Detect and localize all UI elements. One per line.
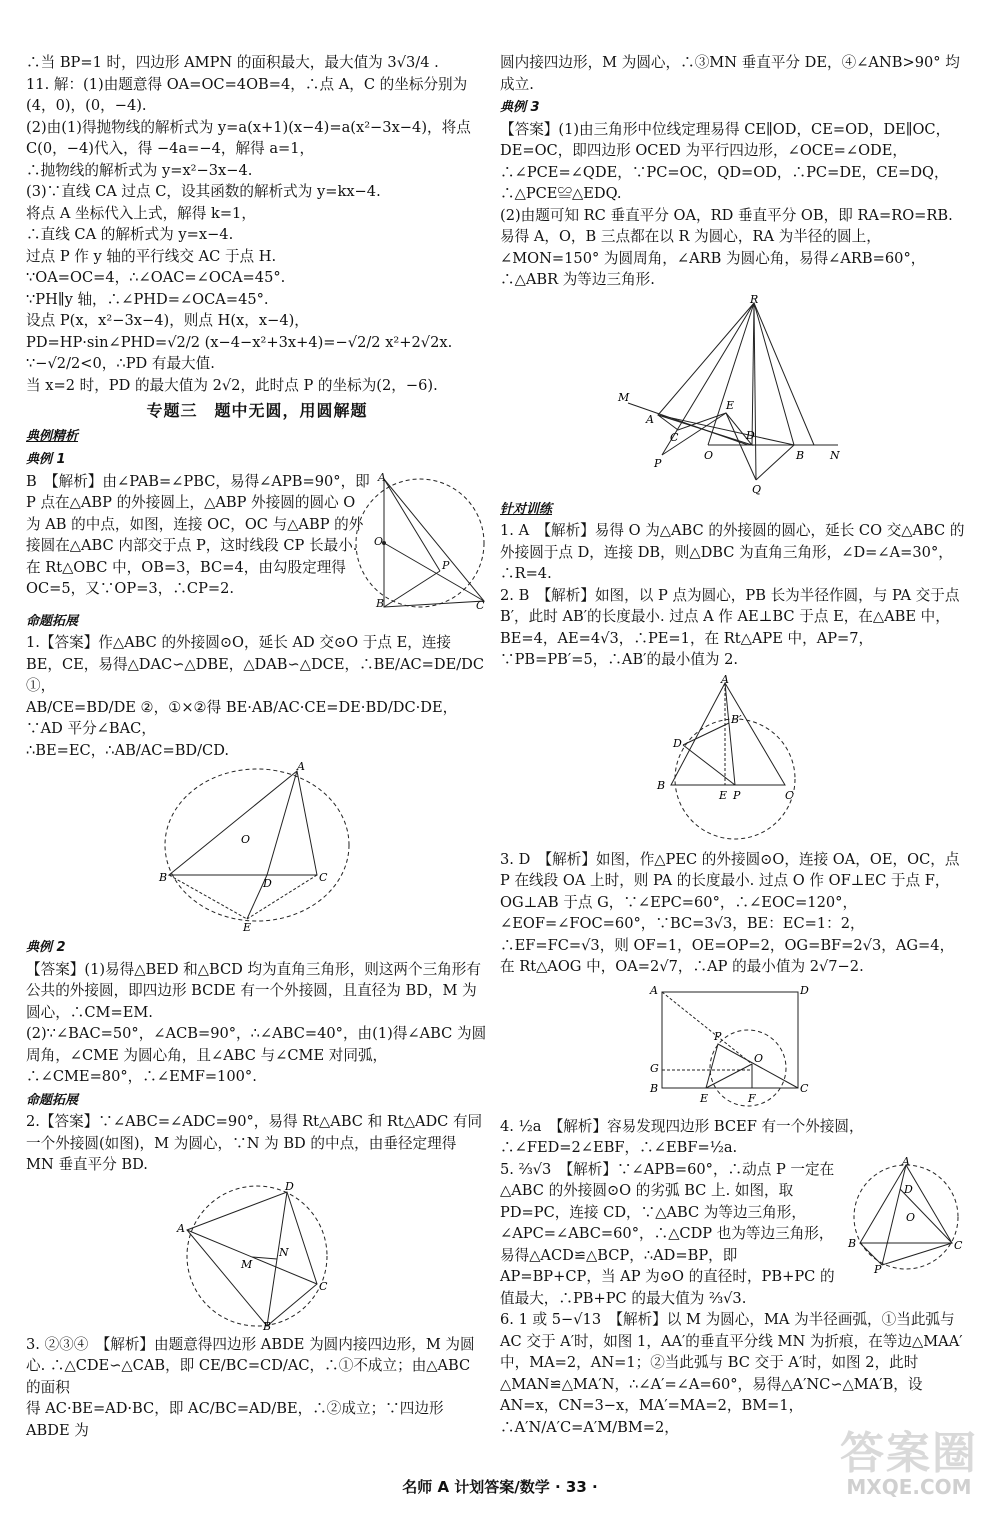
- answer-text: 过点 P 作 y 轴的平行线交 AC 于点 H.: [26, 247, 277, 265]
- fig-label: B: [376, 596, 385, 610]
- answer-text: 设点 P(x，x²−3x−4)，则点 H(x，x−4)，: [26, 312, 309, 329]
- example-text: (2)由题可知 RC 垂直平分 OA，RD 垂直平分 OB，即 RA=RO=RB. 易得 A，O，B 三点都在以 R 为圆心，RA 为半径的圆上，∠MON=150° 为圆周角，∠ARB 为圆心角，易得∠ARB=60°，∴△ABR 为等边三角形.: [500, 206, 953, 288]
- answer-text: (2)由(1)得抛物线的解析式为 y=a(x+1)(x−4)=a(x²−3x−4)，将点 C(0，−4)代入，得 −4a=−4，解得 a=1，: [26, 118, 471, 157]
- subsection-header: 命题拓展: [26, 1092, 79, 1108]
- fig-label: A: [378, 470, 386, 484]
- fig-label: A: [721, 672, 729, 686]
- fig-label: E: [700, 1091, 709, 1105]
- fig-label: M: [618, 390, 630, 404]
- fig-label: C: [954, 1238, 963, 1252]
- figure-training-2: [653, 672, 813, 845]
- section-title: 专题三 题中无圆，用圆解题: [146, 401, 368, 420]
- fig-label: P: [714, 1029, 722, 1043]
- fig-label: C: [800, 1081, 809, 1095]
- answer-text: 圆内接四边形，M 为圆心，∴③MN 垂直平分 DE，④∠ANB>90° 均成立.: [500, 54, 960, 93]
- fig-label: P: [733, 788, 741, 802]
- fig-label: B: [657, 778, 666, 792]
- fig-label: O: [754, 1051, 764, 1065]
- subsection-header: 命题拓展: [26, 613, 79, 629]
- fig-label: Q: [752, 482, 762, 496]
- answer-text: ∴直线 CA 的解析式为 y=x−4.: [26, 226, 234, 243]
- fig-label: C: [785, 788, 794, 802]
- fig-label: D: [904, 1182, 913, 1196]
- fig-label: B: [796, 448, 805, 462]
- answer-text: 3. ②③④ 【解析】由题意得四边形 ABDE 为圆内接四边形，M 为圆心. ∴△CDE∽△CAB，即 CE/BC=CD/AC，∴①不成立；由△ABC 的面积: [26, 1335, 475, 1396]
- fig-label: A: [297, 760, 305, 773]
- figure-question-2: [177, 1179, 337, 1333]
- answer-text: 1. A 【解析】易得 O 为△ABC 的外接圆的圆心，延长 CO 交△ABC 的外接圆于点 D，连接 DB，则△DBC 为直角三角形，∠D=∠A=30°，∴R=4.: [500, 522, 965, 582]
- fig-label: A: [902, 1154, 910, 1168]
- fig-label: O: [906, 1210, 916, 1224]
- answer-text: ∴BE=EC，∴AB/AC=BD/CD.: [26, 741, 230, 759]
- answer-text: 5. ⅔√3 【解析】∵∠APB=60°，∴动点 P 一定在△ABC 的外接圆⊙O 的劣弧 BC 上. 如图，取 PD=PC，连接 CD，∵△ABC 为等边三角形，∠APC=∠ABC=60°，∴△CDP 也为等边三角形，易得△ACD≌△BCP，∴AD=BP，即 AP=BP+CP，当 AP 为⊙O 的直径时，PB+PC 的值最大，∴PB+PC 的最大值为 ⅔√3.: [500, 1160, 835, 1307]
- example-header: 典例 1: [26, 452, 66, 467]
- fig-label: G: [650, 1061, 659, 1075]
- fig-label: P: [654, 456, 662, 470]
- fig-label: D: [285, 1179, 294, 1193]
- fig-label: E: [719, 788, 728, 802]
- answer-text: 11. 解：(1)由题意得 OA=OC=4OB=4，∴点 A，C 的坐标分别为(4，0)，(0，−4).: [26, 75, 468, 114]
- fig-label: D: [263, 877, 272, 890]
- fig-label: N: [279, 1245, 289, 1259]
- fig-label: A: [646, 412, 654, 426]
- fig-label: E: [243, 921, 252, 934]
- figure-example-1: [374, 470, 488, 612]
- watermark-text: 答案圈: [840, 1428, 978, 1479]
- answer-text: (3)∵直线 CA 过点 C，设其函数的解析式为 y=kx−4.: [26, 183, 381, 200]
- fig-label: D: [800, 983, 809, 997]
- page-footer: 名师 A 计划答案/数学 · 33 ·: [402, 1478, 598, 1496]
- right-column: [500, 52, 966, 1438]
- fig-label: C: [319, 871, 328, 884]
- fig-label: A: [177, 1221, 185, 1235]
- figure-training-3: [648, 982, 818, 1112]
- fig-label: B: [159, 871, 168, 884]
- fig-label: A: [650, 983, 658, 997]
- answer-text: ∴抛物线的解析式为 y=x²−3x−4.: [26, 161, 253, 179]
- fig-label: C: [476, 598, 485, 612]
- fig-label: O: [704, 448, 714, 462]
- answer-text: AB/CE=BD/DE ②，①×②得 BE·AB/AC·CE=DE·BD/DC·DE，∵AD 平分∠BAC，: [26, 698, 458, 737]
- left-column: [26, 52, 488, 1441]
- fig-label: O: [241, 833, 251, 846]
- answer-text: ∵−√2/2<0，∴PD 有最大值.: [26, 355, 215, 372]
- fig-label: B′: [731, 712, 742, 726]
- fig-label: C: [319, 1279, 328, 1293]
- figure-question-1: [157, 760, 357, 934]
- answer-text: ∵OA=OC=4，∴∠OAC=∠OCA=45°.: [26, 269, 286, 286]
- subsection-header: 针对训练: [500, 501, 553, 517]
- answer-text: 当 x=2 时，PD 的最大值为 2√2，此时点 P 的坐标为(2，−6).: [26, 376, 438, 394]
- fig-label: B: [263, 1319, 272, 1333]
- fig-label: D: [746, 428, 755, 442]
- answer-text: ∵PH∥y 轴，∴∠PHD=∠OCA=45°.: [26, 290, 269, 308]
- fig-label: P: [442, 558, 450, 572]
- answer-text: 3. D 【解析】如图，作△PEC 的外接圆⊙O，连接 OA，OE，OC，点 P 在线段 OA 上时，则 PA 的长度最小. 过点 O 作 OF⊥EC 于点 F，OG⊥AB 于点 G，∵∠EPC=60°，∴∠EOC=120°，∠EOF=∠FOC=60°，∵BC=3√3，BE：EC=1：2，∴EF=FC=√3，则 OF=1，OE=OP=2，OG=BF=2√3，AG=4，在 Rt△AOG 中，OA=2√7，∴AP 的最小值为 2√7−2.: [500, 850, 960, 975]
- fig-label: P: [874, 1262, 882, 1276]
- answer-text: PD=HP·sin∠PHD=√2/2 (x−4−x²+3x+4)=−√2/2 x²+2√2x.: [26, 333, 453, 351]
- figure-training-5: [846, 1154, 966, 1276]
- fig-label: D: [673, 736, 682, 750]
- fig-label: O: [374, 534, 384, 548]
- example-header: 典例 2: [26, 940, 66, 955]
- example-text: 【答案】(1)易得△BED 和△BCD 均为直角三角形，则这两个三角形有公共的外接圆，即四边形 BCDE 有一个外接圆，且直径为 BD，M 为圆心，∴CM=EM.: [26, 960, 481, 1021]
- watermark-logo: [840, 1417, 978, 1499]
- subsection-header: 典例精析: [26, 428, 79, 444]
- fig-label: B: [650, 1081, 659, 1095]
- fig-label: R: [750, 292, 759, 306]
- fig-label: F: [748, 1091, 756, 1105]
- example-text: (2)∵∠BAC=50°，∠ACB=90°，∴∠ABC=40°，由(1)得∠ABC 为圆周角，∠CME 为圆心角，且∠ABC 与∠CME 对同弧，∴∠CME=80°，∴∠EMF=100°.: [26, 1025, 487, 1085]
- fig-label: B: [848, 1236, 857, 1250]
- answer-text: 4. ½a 【解析】容易发现四边形 BCEF 有一个外接圆，∴∠FED=2∠EBF，∴∠EBF=½a.: [500, 1117, 864, 1156]
- fig-label: C: [670, 430, 679, 444]
- fig-label: N: [830, 448, 840, 462]
- figure-example-3: [618, 292, 848, 496]
- watermark-url: MXQE.COM: [846, 1475, 972, 1499]
- example-text: 【答案】(1)由三角形中位线定理易得 CE∥OD，CE=OD，DE∥OC，DE=OC，即四边形 OCED 为平行四边形，∠OCE=∠ODE，∴∠PCE=∠QDE，∵PC=OC，QD=OD，∴PC=DE，CE=DQ，∴△PCE≌△EDQ.: [500, 120, 951, 202]
- example-text: B 【解析】由∠PAB=∠PBC，易得∠APB=90°，即 P 点在△ABP 的外接圆上，△ABP 外接圆的圆心 O 为 AB 的中点，如图，连接 OC，OC 与△ABP 的外接圆在△ABC 内部交于点 P，这时线段 CP 长最小. 在 Rt△OBC 中，OB=3，BC=4，由勾股定理得 OC=5，又∵OP=3，∴CP=2.: [26, 472, 370, 597]
- answer-text: 1.【答案】作△ABC 的外接圆⊙O，延长 AD 交⊙O 于点 E，连接 BE，CE，易得△DAC∽△DBE，△DAB∽△DCE，∴BE/AC=DE/DC ①，: [26, 634, 485, 694]
- answer-text: 得 AC·BE=AD·BC，即 AC/BC=AD/BE，∴②成立；∵四边形 ABDE 为: [26, 1400, 444, 1439]
- fig-label: E: [726, 398, 735, 412]
- answer-text: 将点 A 坐标代入上式，解得 k=1，: [26, 204, 256, 222]
- answer-text: 2. B 【解析】如图，以 P 点为圆心，PB 长为半径作圆，与 PA 交于点 B′，此时 AB′的长度最小. 过点 A 作 AE⊥BC 于点 E，在△ABE 中，BE=4，AE=4√3，∴PE=1，在 Rt△APE 中，AP=7，∵PB=PB′=5，∴AB′的最小值为 2.: [500, 586, 960, 668]
- example-header: 典例 3: [500, 100, 540, 115]
- answer-text: 2.【答案】∵∠ABC=∠ADC=90°，易得 Rt△ABC 和 Rt△ADC 有同一个外接圆(如图)，M 为圆心，∵N 为 BD 的中点，由垂径定理得 MN 垂直平分 BD.: [26, 1113, 483, 1173]
- answer-text: ∴当 BP=1 时，四边形 AMPN 的面积最大，最大值为 3√3/4 .: [26, 54, 439, 71]
- fig-label: M: [241, 1257, 253, 1271]
- answer-text: 6. 1 或 5−√13 【解析】以 M 为圆心，MA 为半径画弧，①当此弧与 AC 交于 A′时，如图 1，AA′的垂直平分线 MN 为折痕，在等边△MAA′中，MA=2，AN=1；②当此弧与 BC 交于 A′时，如图 2，此时△MAN≌△MA′N，∴∠A′=∠A=60°，易得△A′NC∽△MA′B，设 AN=x，CN=3−x，MA′=MA=2，BM=1，∴A′N/A′C=A′M/BM=2，: [500, 1311, 963, 1436]
